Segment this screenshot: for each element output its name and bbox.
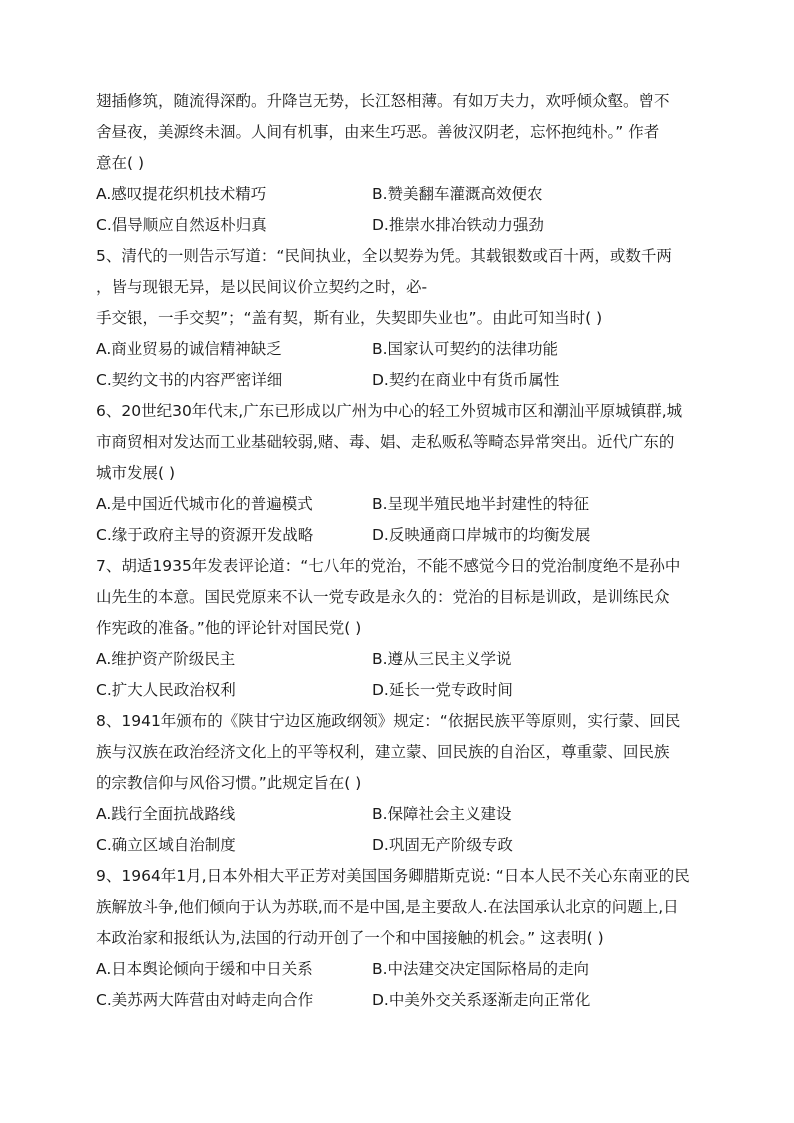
question-text-line: 山先生的本意。国民党原来不认一党专政是永久的：党治的目标是训政，是训练民众 <box>96 588 670 606</box>
question-text-line: 7、胡适1935年发表评论道：“七八年的党治，不能不感觉今日的党治制度绝不是孙中 <box>96 557 681 575</box>
question-block <box>96 706 698 861</box>
option-c: C.契约文书的内容严密详细 <box>96 371 283 389</box>
option-row <box>96 365 698 396</box>
option-row <box>96 644 698 675</box>
question-text-line: 本政治家和报纸认为,法国的行动开创了一个和中国接触的机会。” 这表明( ) <box>96 929 604 947</box>
option-a: A.商业贸易的诚信精神缺乏 <box>96 340 282 358</box>
option-b: B.赞美翻车灌溉高效便农 <box>372 185 543 203</box>
option-row <box>96 799 698 830</box>
option-row <box>96 675 698 706</box>
option-b: B.呈现半殖民地半封建性的特征 <box>372 495 590 513</box>
option-c: C.缘于政府主导的资源开发战略 <box>96 526 314 544</box>
option-row <box>96 985 698 1016</box>
question-text-line: 9、1964年1月,日本外相大平正芳对美国国务卿腊斯克说: “日本人民不关心东南亚的民 <box>96 867 690 885</box>
question-text-line: ，皆与现银无异，是以民间议价立契约之时，必- <box>96 278 428 296</box>
question-text-line: 8、1941年颁布的《陕甘宁边区施政纲领》规定：“依据民族平等原则，实行蒙、回民 <box>96 712 681 730</box>
option-d: D.推崇水排冶铁动力强劲 <box>372 216 544 234</box>
option-row <box>96 210 698 241</box>
option-d: D.中美外交关系逐渐走向正常化 <box>372 991 591 1009</box>
option-c: C.扩大人民政治权利 <box>96 681 236 699</box>
question-text-line: 族解放斗争,他们倾向于认为苏联,而不是中国,是主要敌人.在法国承认北京的问题上,日 <box>96 898 679 916</box>
question-text-line: 6、20世纪30年代末,广东已形成以广州为中心的轻工外贸城市区和潮汕平原城镇群,城 <box>96 402 683 420</box>
option-row <box>96 954 698 985</box>
option-row <box>96 830 698 861</box>
option-a: A.感叹提花织机技术精巧 <box>96 185 267 203</box>
question-text-line: 意在( ) <box>96 154 145 172</box>
option-c: C.美苏两大阵营由对峙走向合作 <box>96 991 314 1009</box>
question-block <box>96 861 698 1016</box>
question-text-line: 的宗教信仰与风俗习惯。”此规定旨在( ) <box>96 774 362 792</box>
option-a: A.日本舆论倾向于缓和中日关系 <box>96 960 313 978</box>
option-d: D.反映通商口岸城市的均衡发展 <box>372 526 591 544</box>
option-row <box>96 489 698 520</box>
option-b: B.中法建交决定国际格局的走向 <box>372 960 590 978</box>
option-b: B.国家认可契约的法律功能 <box>372 340 559 358</box>
option-row <box>96 334 698 365</box>
question-block <box>96 241 698 396</box>
option-row <box>96 179 698 210</box>
question-text-line: 舍昼夜，美源终未涸。人间有机事，由来生巧恶。善彼汉阴老，忘怀抱纯朴。” 作者 <box>96 123 660 141</box>
question-text-line: 5、清代的一则告示写道：“民间执业，全以契券为凭。其载银数或百十两，或数千两 <box>96 247 672 265</box>
option-d: D.巩固无产阶级专政 <box>372 836 513 854</box>
question-text-line: 作宪政的准备。”他的评论针对国民党( ) <box>96 619 362 637</box>
option-b: B.保障社会主义建设 <box>372 805 512 823</box>
option-c: C.倡导顺应自然返朴归真 <box>96 216 267 234</box>
option-a: A.践行全面抗战路线 <box>96 805 236 823</box>
option-b: B.遵从三民主义学说 <box>372 650 512 668</box>
option-d: D.延长一党专政时间 <box>372 681 513 699</box>
question-text-line: 市商贸相对发达而工业基础较弱,赌、毒、娼、走私贩私等畸态异常突出。近代广东的 <box>96 433 675 451</box>
question-block <box>96 551 698 706</box>
option-row <box>96 520 698 551</box>
question-text-line: 翅插修筑，随流得深酌。升降岂无势，长江怒相薄。有如万夫力，欢呼倾众壑。曾不 <box>96 92 670 110</box>
option-a: A.维护资产阶级民主 <box>96 650 236 668</box>
option-a: A.是中国近代城市化的普遍模式 <box>96 495 313 513</box>
question-block <box>96 86 698 241</box>
exam-page <box>96 86 698 1016</box>
question-text-line: 城市发展( ) <box>96 464 176 482</box>
question-block <box>96 396 698 551</box>
question-text-line: 手交银，一手交契”；“盖有契，斯有业，失契即失业也”。由此可知当时( ) <box>96 309 603 327</box>
question-text-line: 族与汉族在政治经济文化上的平等权利，建立蒙、回民族的自治区，尊重蒙、回民族 <box>96 743 670 761</box>
option-c: C.确立区域自治制度 <box>96 836 236 854</box>
option-d: D.契约在商业中有货币属性 <box>372 371 560 389</box>
